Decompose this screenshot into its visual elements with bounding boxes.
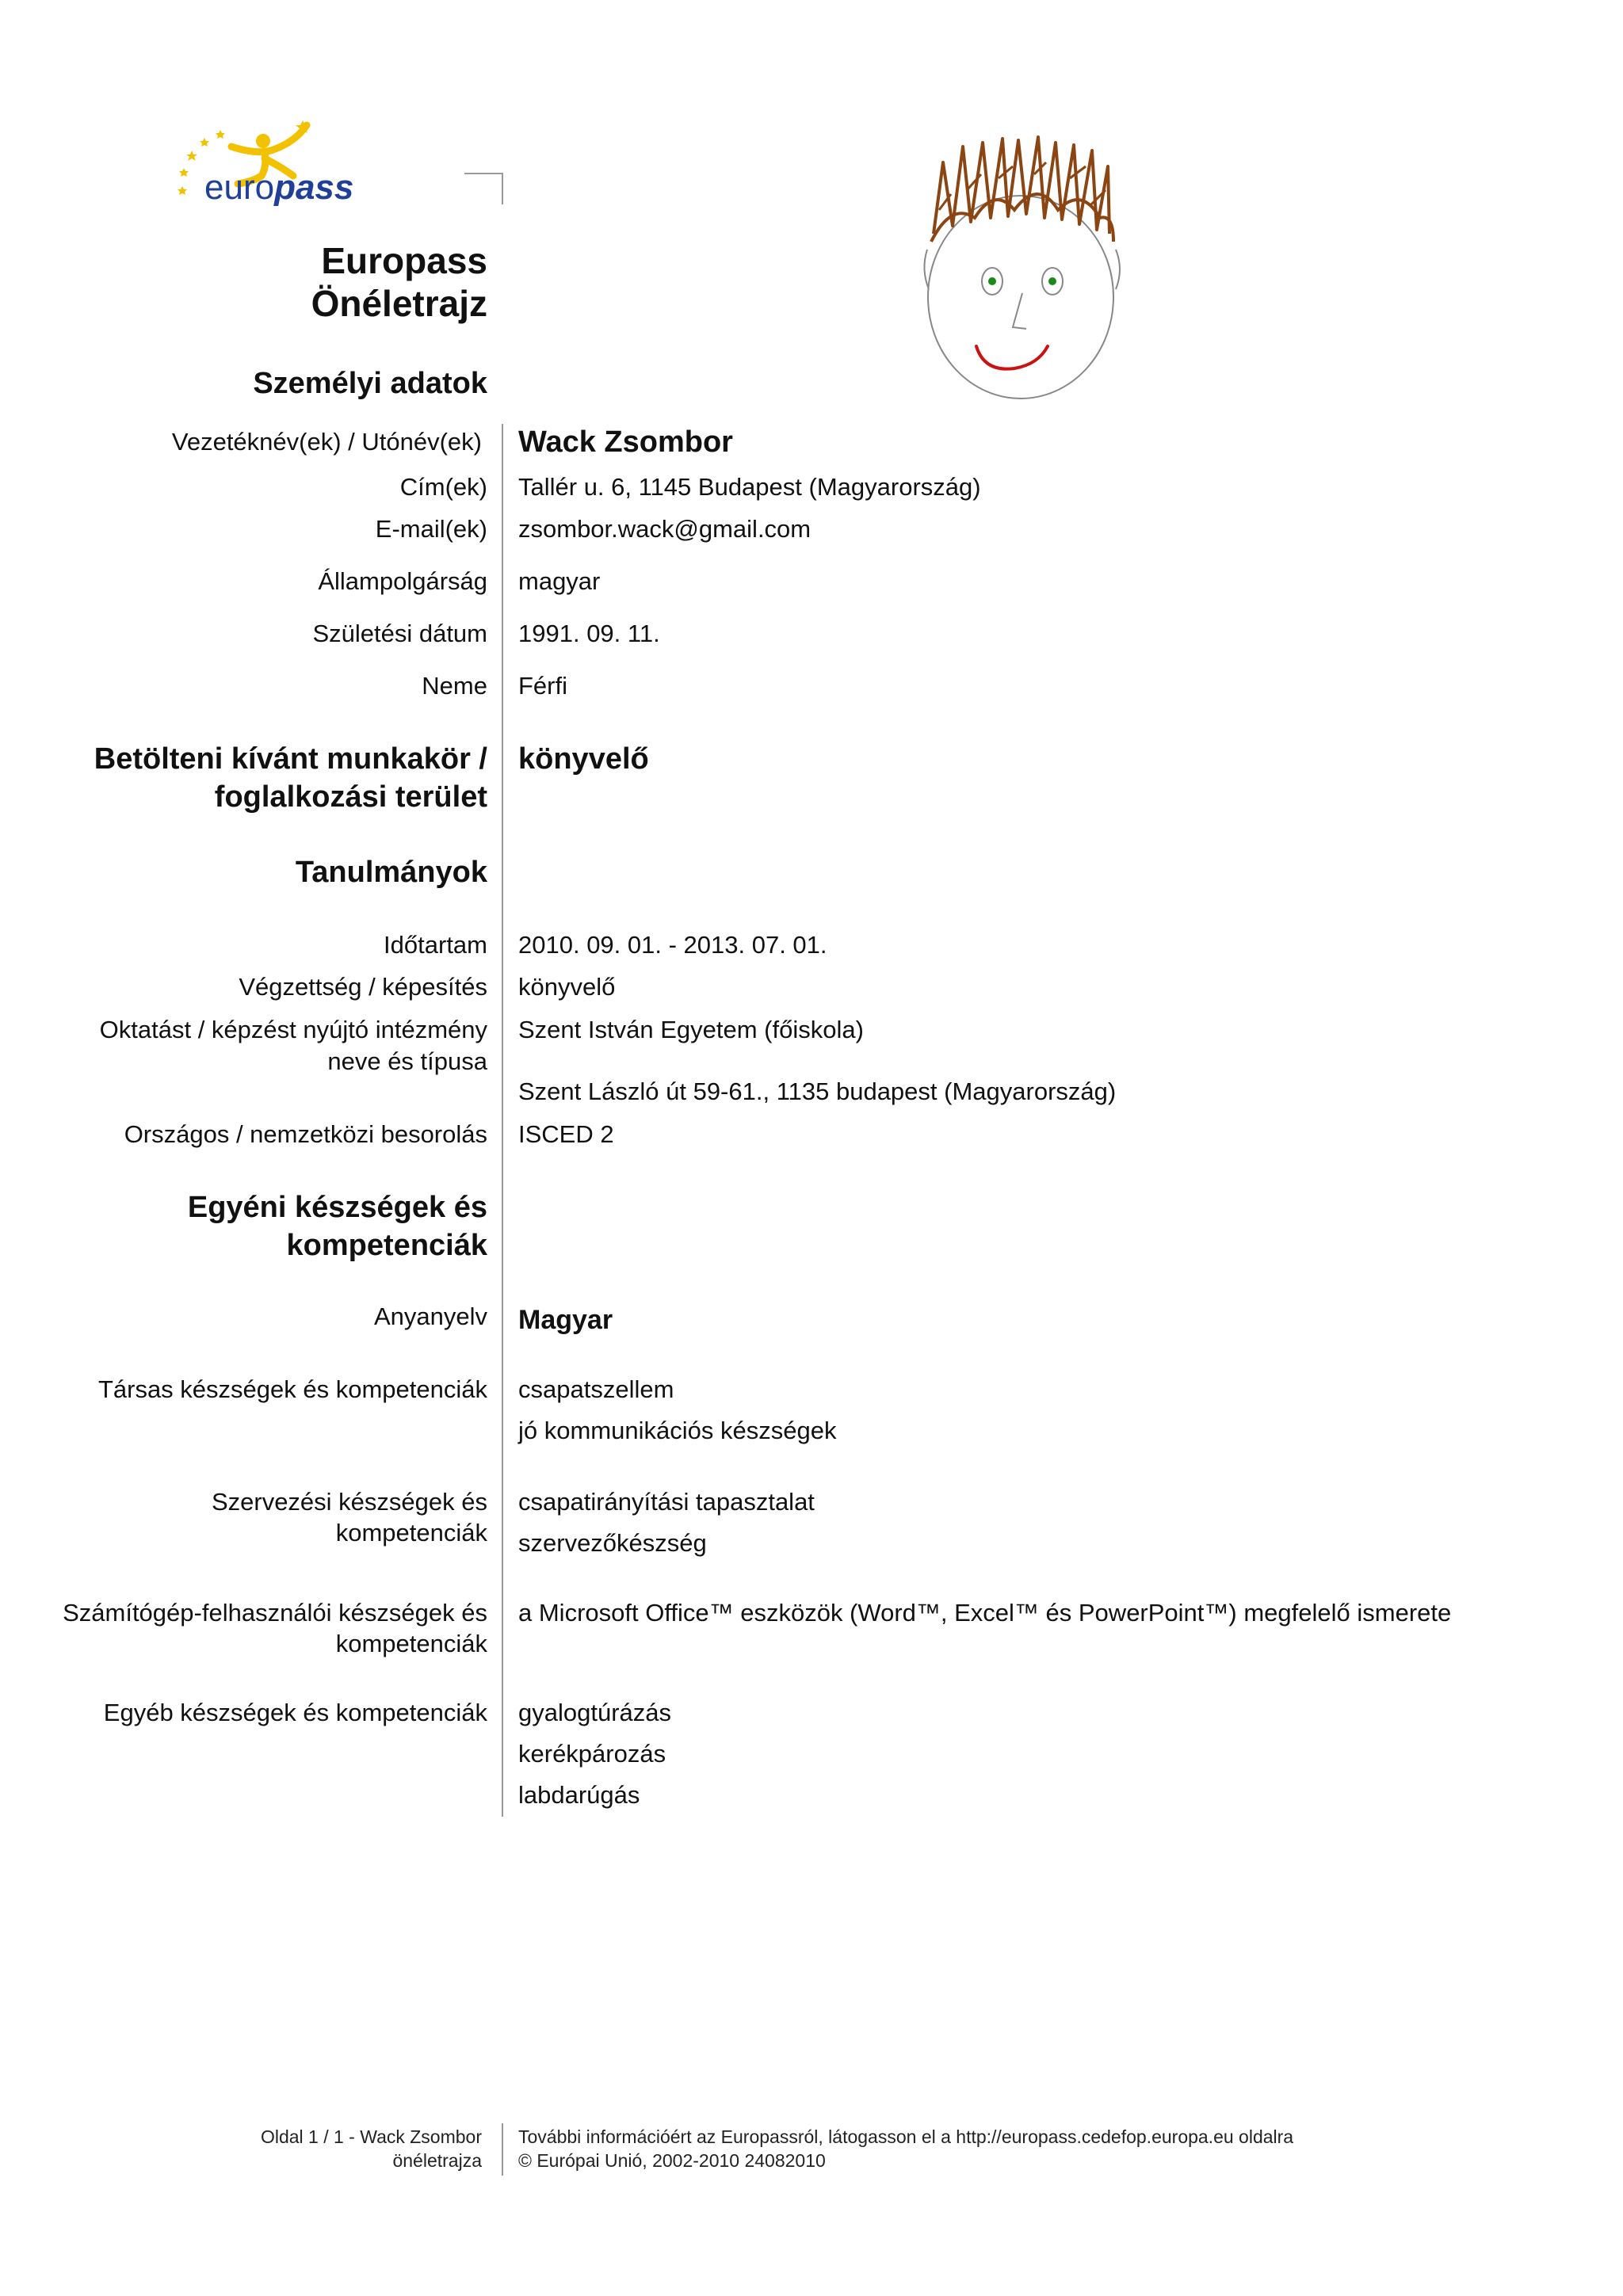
nationality-value: magyar: [518, 567, 601, 595]
footer-info-line2: © Európai Unió, 2002-2010 24082010: [518, 2150, 826, 2171]
education-qualification-label: Végzettség / képesítés: [239, 973, 487, 1001]
address-value: Tallér u. 6, 1145 Budapest (Magyarország): [518, 473, 981, 501]
computer-skills-label-line2: kompetenciák: [335, 1630, 487, 1657]
vertical-divider-top: [502, 173, 503, 204]
education-institution-label-line2: neve és típusa: [327, 1047, 487, 1075]
email-value: zsombor.wack@gmail.com: [518, 515, 812, 543]
section-heading-desired-job-line1: Betölteni kívánt munkakör /: [94, 742, 487, 776]
organisational-skills-label-line1: Szervezési készségek és: [211, 1488, 487, 1516]
top-divider: [464, 173, 503, 174]
document-title-line2: Önéletrajz: [311, 283, 487, 324]
birthdate-value: 1991. 09. 11.: [518, 620, 660, 647]
education-classification-label: Országos / nemzetközi besorolás: [124, 1120, 487, 1148]
document-title-line1: Europass: [321, 240, 487, 281]
logo-text-euro: euro: [204, 168, 275, 207]
name-label: Vezetéknév(ek) / Utónév(ek): [171, 428, 482, 456]
full-name: Wack Zsombor: [518, 425, 733, 459]
nationality-label: Állampolgárság: [318, 567, 487, 595]
logo-text-pass: pass: [274, 168, 354, 207]
gender-label: Neme: [422, 672, 487, 700]
social-skill-item: csapatszellem: [518, 1375, 674, 1403]
email-label: E-mail(ek): [375, 515, 487, 543]
organisational-skills-label-line2: kompetenciák: [335, 1519, 487, 1547]
europass-logo: [176, 119, 366, 222]
footer-divider: [502, 2123, 503, 2176]
other-skill-item: gyalogtúrázás: [518, 1699, 672, 1726]
computer-skills-value: a Microsoft Office™ eszközök (Word™, Excel™ és PowerPoint™) megfelelő ismerete: [518, 1599, 1452, 1627]
section-heading-desired-job-line2: foglalkozási terület: [214, 780, 487, 814]
education-institution-name: Szent István Egyetem (főiskola): [518, 1016, 864, 1043]
gender-value: Férfi: [518, 672, 567, 700]
education-institution-address: Szent László út 59-61., 1135 budapest (Magyarország): [518, 1077, 1117, 1105]
education-institution-label-line1: Oktatást / képzést nyújtó intézmény: [99, 1016, 487, 1043]
mother-tongue-value: Magyar: [518, 1305, 613, 1335]
other-skill-item: kerékpározás: [518, 1740, 666, 1768]
organisational-skill-item: csapatirányítási tapasztalat: [518, 1488, 815, 1516]
portrait-drawing-icon: [919, 131, 1125, 424]
organisational-skill-item: szervezőkészség: [518, 1529, 707, 1557]
vertical-divider-main: [502, 424, 503, 1817]
section-heading-skills-line2: kompetenciák: [286, 1229, 487, 1262]
mother-tongue-label: Anyanyelv: [373, 1302, 487, 1330]
logo-wordmark: [204, 168, 353, 208]
computer-skills-label-line1: Számítógép-felhasználói készségek és: [63, 1599, 487, 1627]
education-period-value: 2010. 09. 01. - 2013. 07. 01.: [518, 931, 827, 959]
other-skills-label: Egyéb készségek és kompetenciák: [103, 1699, 487, 1726]
section-heading-education: Tanulmányok: [295, 856, 487, 889]
education-period-label: Időtartam: [384, 931, 487, 959]
footer-page-line1: Oldal 1 / 1 - Wack Zsombor: [260, 2126, 482, 2147]
section-heading-skills-line1: Egyéni készségek és: [187, 1191, 487, 1224]
other-skill-item: labdarúgás: [518, 1781, 640, 1809]
desired-job-value: könyvelő: [518, 742, 649, 776]
education-classification-value: ISCED 2: [518, 1120, 614, 1148]
birthdate-label: Születési dátum: [312, 620, 487, 647]
social-skill-item: jó kommunikációs készségek: [518, 1417, 837, 1444]
section-heading-personal: Személyi adatok: [253, 367, 487, 400]
education-qualification-value: könyvelő: [518, 973, 616, 1001]
footer-page-line2: önéletrajza: [392, 2150, 482, 2171]
footer-info-line1: További információért az Europassról, látogasson el a http://europass.cedefop.europa.eu oldalra: [518, 2126, 1294, 2147]
social-skills-label: Társas készségek és kompetenciák: [97, 1375, 487, 1403]
address-label: Cím(ek): [399, 473, 487, 501]
photo: [919, 131, 1125, 424]
